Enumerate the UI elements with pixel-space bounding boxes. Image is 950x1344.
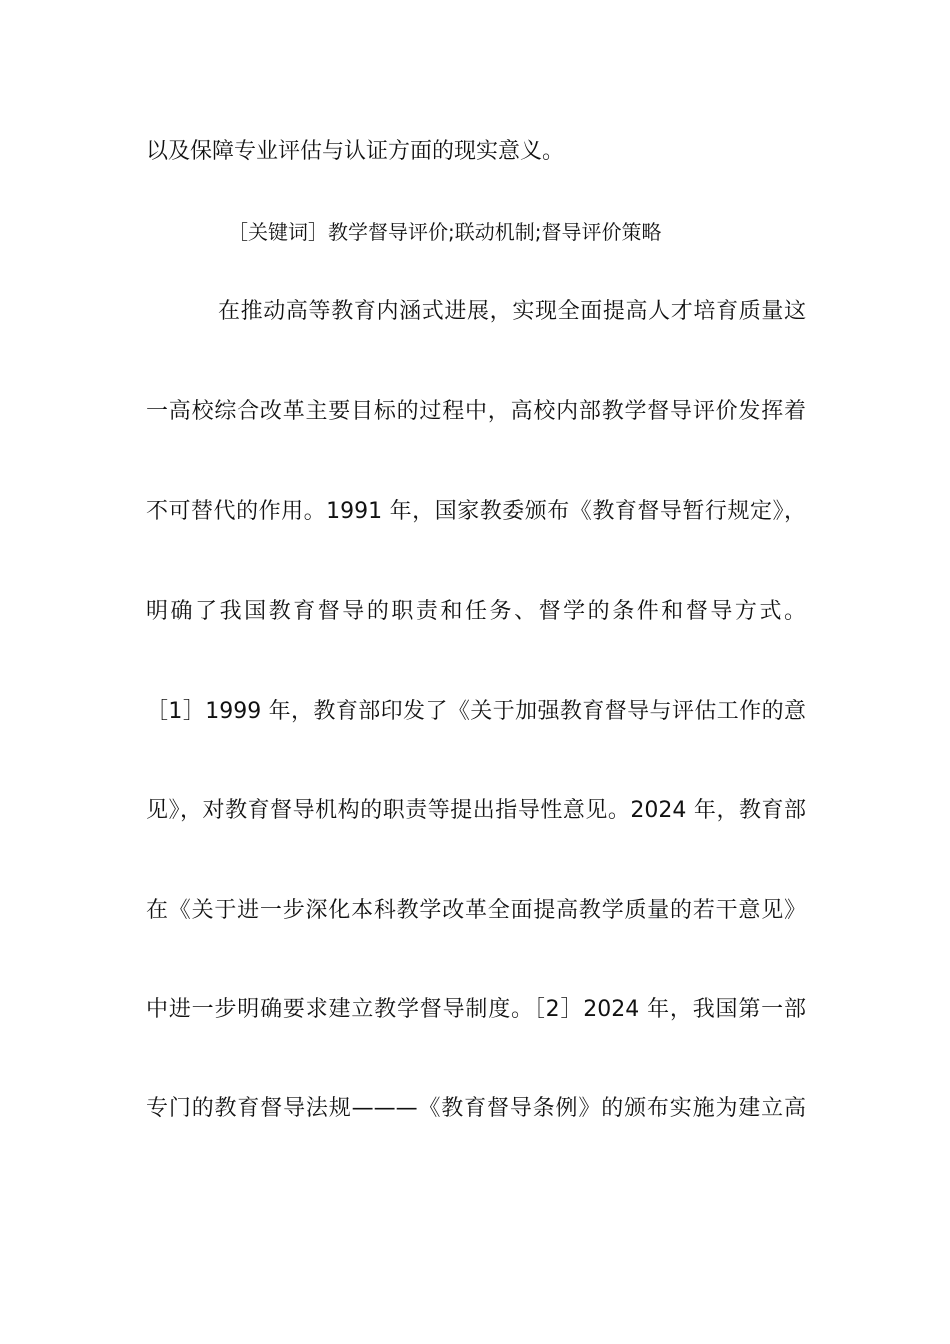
text-line-5: 不可替代的作用。1991 年，国家教委颁布《教育督导暂行规定》，: [146, 499, 806, 524]
text-line-8: 见》，对教育督导机构的职责等提出指导性意见。2024 年，教育部: [146, 798, 806, 823]
text-line-1: 以及保障专业评估与认证方面的现实意义。: [146, 139, 565, 164]
text-line-11: 专门的教育督导法规———《教育督导条例》的颁布实施为建立高: [146, 1096, 806, 1121]
text-line-10: 中进一步明确要求建立教学督导制度。［2］2024 年，我国第一部: [146, 997, 806, 1022]
paragraph-first-line: 在推动高等教育内涵式进展，实现全面提高人才培育质量这: [218, 299, 806, 324]
keywords-line: ［关键词］教学督导评价;联动机制;督导评价策略: [228, 220, 662, 244]
text-line-4: 一高校综合改革主要目标的过程中，高校内部教学督导评价发挥着: [146, 399, 806, 424]
text-line-6: 明确了我国教育督导的职责和任务、督学的条件和督导方式。: [146, 599, 806, 624]
text-line-9: 在《关于进一步深化本科教学改革全面提高教学质量的若干意见》: [146, 898, 806, 923]
text-line-7: ［1］1999 年，教育部印发了《关于加强教育督导与评估工作的意: [146, 699, 806, 724]
